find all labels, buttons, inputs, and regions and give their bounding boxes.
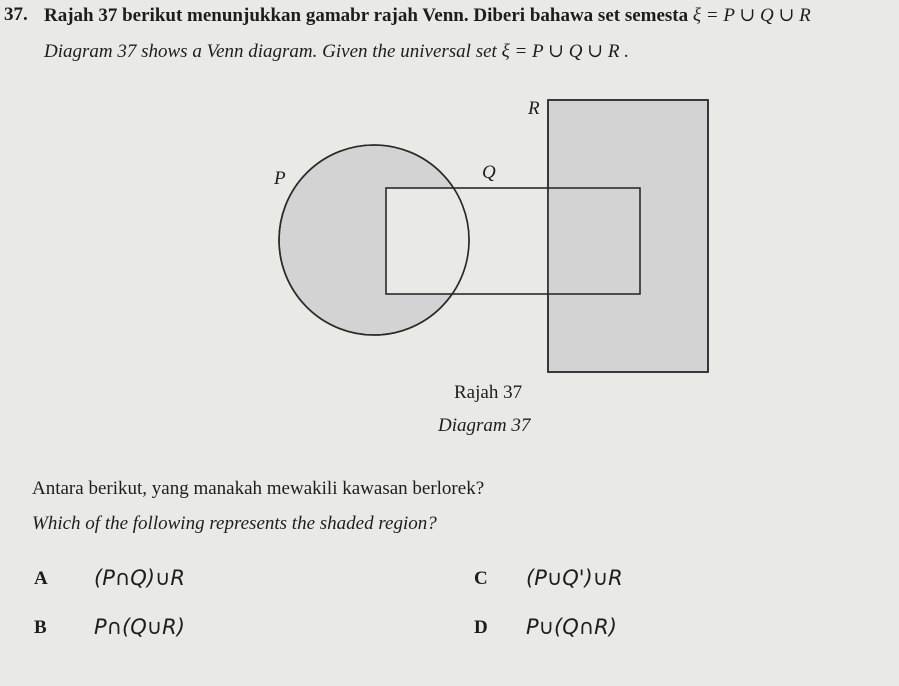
universal-set-formula: ξ = P ∪ Q ∪ R bbox=[692, 5, 811, 26]
venn-diagram bbox=[260, 90, 720, 380]
option-a-letter[interactable]: A bbox=[34, 568, 48, 589]
question-malay-text: Rajah 37 berikut menunjukkan gamabr rajah Venn. Diberi bahawa set semesta bbox=[44, 5, 689, 26]
label-r: R bbox=[528, 98, 540, 119]
option-d-text[interactable]: P∪(Q∩R) bbox=[526, 615, 617, 639]
region-q-and-r bbox=[548, 188, 640, 294]
prompt-malay: Antara berikut, yang manakah mewakili kawasan berlorek? bbox=[32, 478, 485, 499]
option-c-text[interactable]: (P∪Q')∪R bbox=[526, 566, 623, 590]
option-c-letter[interactable]: C bbox=[474, 568, 488, 589]
question-number: 37. bbox=[4, 4, 28, 25]
question-english-text: Diagram 37 shows a Venn diagram. Given the universal set bbox=[44, 41, 497, 62]
diagram-caption-malay: Rajah 37 bbox=[454, 382, 523, 403]
option-a-text[interactable]: (P∩Q)∪R bbox=[94, 566, 185, 590]
prompt-english: Which of the following represents the shaded region? bbox=[32, 513, 437, 534]
universal-set-formula-english: ξ = P ∪ Q ∪ R . bbox=[501, 41, 629, 62]
question-text-malay bbox=[44, 4, 811, 27]
option-b-letter[interactable]: B bbox=[34, 617, 47, 638]
option-b-text[interactable]: P∩(Q∪R) bbox=[94, 615, 185, 639]
option-d-letter[interactable]: D bbox=[474, 617, 488, 638]
label-q: Q bbox=[482, 162, 496, 183]
diagram-caption-english: Diagram 37 bbox=[438, 415, 531, 436]
label-p: P bbox=[274, 168, 286, 189]
question-text-english bbox=[44, 40, 629, 63]
